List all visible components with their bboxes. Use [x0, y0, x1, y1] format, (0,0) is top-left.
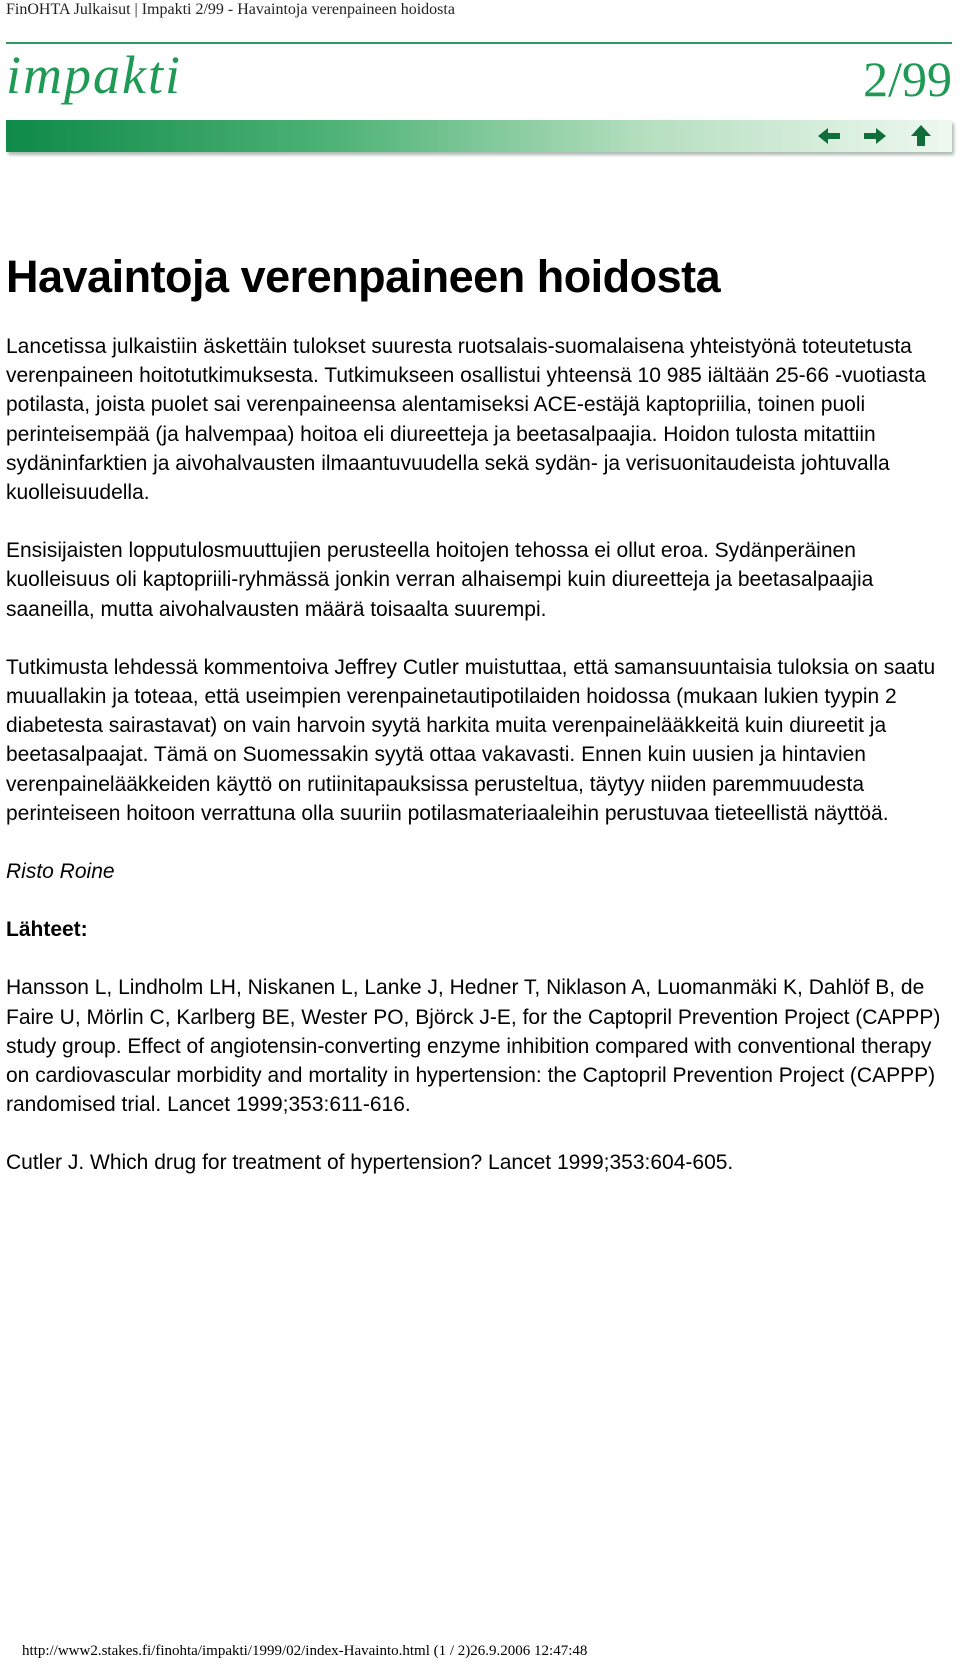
browser-title: FinOHTA Julkaisut | Impakti 2/99 - Havaintoja verenpaineen hoidosta: [6, 1, 455, 18]
author-name: Risto Roine: [6, 860, 115, 884]
nav-buttons: [816, 125, 934, 147]
impakti-logo: impakti: [6, 45, 182, 105]
top-rule: [6, 42, 952, 44]
article: [6, 250, 950, 1178]
previous-button[interactable]: [816, 125, 842, 147]
article-paragraph: Lancetissa julkaistiin äskettäin tulokset suuresta ruotsalais-suomalaisena yhteistyönä toteutetusta verenpaineen hoitotutkimuksesta. Tutkimukseen osallistui yhteensä 10 985 iältään 25-66 -vuotiasta potilasta, joista puolet sai verenpaineensa alentamiseksi ACE-estäjä kaptopriilia, toinen puoli perinteisempää (ja halvempaa) hoitoa eli diureetteja ja beetasalpaajia. Hoidon tulosta mitattiin sydäninfarktien ja aivohalvausten ilmaantuvuudella sekä sydän- ja verisuonitaudeista johtuvalla kuolleisuudella.: [6, 335, 926, 505]
page-title: Havaintoja verenpaineen hoidosta: [6, 251, 721, 302]
reference-item: Cutler J. Which drug for treatment of hypertension? Lancet 1999;353:604-605.: [6, 1151, 734, 1175]
arrow-left-icon: [816, 126, 842, 146]
header-banner: [6, 42, 952, 157]
next-button[interactable]: [862, 125, 888, 147]
sources-heading: Lähteet:: [6, 918, 88, 942]
arrow-up-icon: [910, 124, 932, 148]
header-gradient-bar: [6, 120, 952, 152]
article-paragraph: Tutkimusta lehdessä kommentoiva Jeffrey Cutler muistuttaa, että samansuuntaisia tuloksia on saatu muuallakin ja toteaa, että useimpien verenpainetautipotilaiden hoidossa (mukaan lukien tyypin 2 diabetesta sairastavat) on vain harvoin syytä harkita muita verenpainelääkkeitä kuin diureetit ja beetasalpaajat. Tämä on Suomessakin syytä ottaa vakavasti. Ennen kuin uusien ja hintavien verenpainelääkkeiden käyttö on rutiinitapauksissa perusteltua, täytyy niiden paremmuudesta perinteiseen hoitoon verrattuna olla suuriin potilasmateriaaleihin perustuvaa tieteellistä näyttöä.: [6, 655, 936, 825]
up-button[interactable]: [908, 125, 934, 147]
arrow-right-icon: [862, 126, 888, 146]
article-paragraph: Ensisijaisten lopputulosmuuttujien perusteella hoitojen tehossa ei ollut eroa. Sydänperäinen kuolleisuus oli kaptopriili-ryhmässä jonkin verran alhaisempi kuin diureetteja ja beetasalpaajia saaneilla, mutta aivohalvausten määrä toisaalta suurempi.: [6, 539, 874, 621]
page-footer-url: http://www2.stakes.fi/finohta/impakti/1999/02/index-Havainto.html (1 / 2)26.9.2006 12:47:48: [22, 1643, 588, 1659]
reference-item: Hansson L, Lindholm LH, Niskanen L, Lanke J, Hedner T, Niklason A, Luomanmäki K, Dahlöf B, de Faire U, Mörlin C, Karlberg BE, Wester PO, Björck J-E, for the Captopril Prevention Project (CAPPP) study group. Effect of angiotensin-converting enzyme inhibition compared with conventional therapy on cardiovascular morbidity and mortality in hypertension: the Captopril Prevention Project (CAPPP) randomised trial. Lancet 1999;353:611-616.: [6, 976, 941, 1117]
issue-number: 2/99: [863, 51, 952, 107]
